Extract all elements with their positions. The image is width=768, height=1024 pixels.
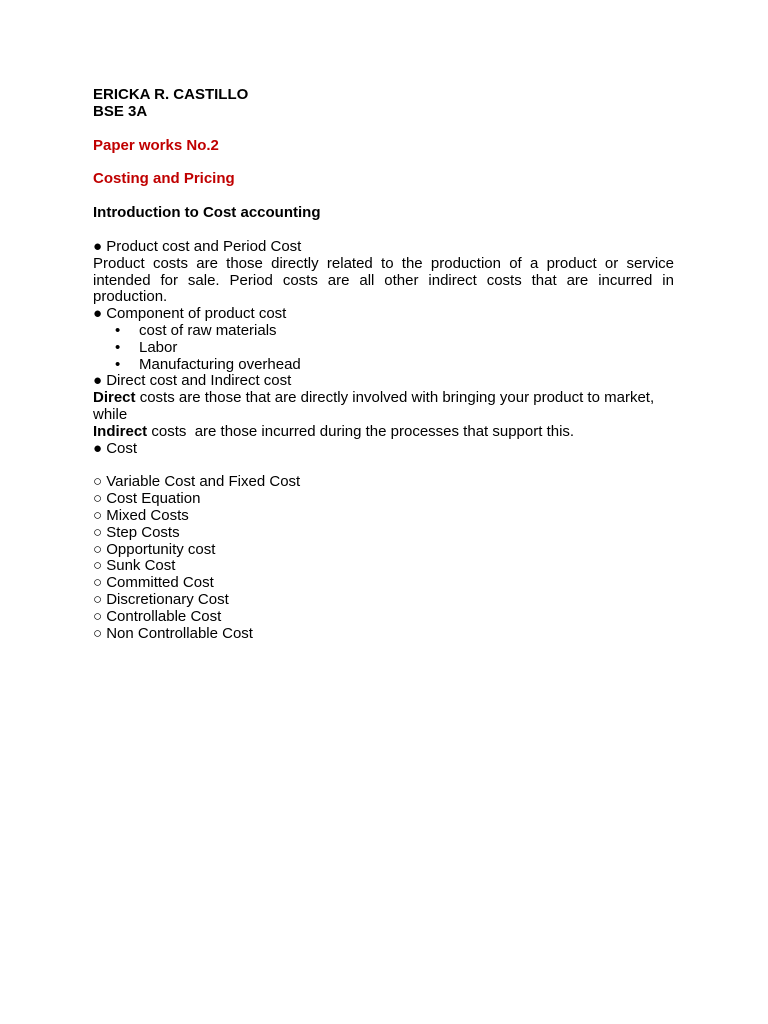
topic-title: Costing and Pricing <box>93 170 235 188</box>
cost-type-item: ○ Committed Cost <box>93 574 214 592</box>
cost-type-item: ○ Step Costs <box>93 523 180 541</box>
paper-title: Paper works No.2 <box>93 136 219 154</box>
component-list <box>93 323 674 373</box>
direct-paragraph <box>93 390 674 424</box>
direct-text: costs are those that are directly involved with bringing your product to market, while <box>93 389 655 423</box>
direct-indirect-heading: ● Direct cost and Indirect cost <box>93 372 292 390</box>
cost-type-item: ○ Mixed Costs <box>93 506 189 524</box>
component-item-label: Labor <box>139 338 178 356</box>
cost-heading: ● Cost <box>93 439 138 457</box>
product-period-paragraph: Product costs are those directly related to the production of a product or service intended for sale. Period costs are all other indirect costs that are incurred in production. <box>93 254 674 306</box>
cost-type-list <box>93 474 674 642</box>
bullet-icon: • <box>115 321 121 339</box>
cost-type-item: ○ Variable Cost and Fixed Cost <box>93 473 301 491</box>
component-item <box>93 323 674 340</box>
author-section: BSE 3A <box>93 102 148 120</box>
cost-type-item: ○ Sunk Cost <box>93 557 176 575</box>
bullet-icon: • <box>115 355 121 373</box>
direct-label: Direct <box>93 389 136 407</box>
intro-heading: Introduction to Cost accounting <box>93 204 321 222</box>
indirect-paragraph <box>93 424 674 441</box>
product-period-heading: ● Product cost and Period Cost <box>93 237 302 255</box>
bullet-icon: • <box>115 338 121 356</box>
component-heading: ● Component of product cost <box>93 305 287 323</box>
indirect-text: costs are those incurred during the processes that support this. <box>147 422 575 440</box>
component-item-label: cost of raw materials <box>139 321 277 339</box>
component-item <box>93 340 674 357</box>
component-item-label: Manufacturing overhead <box>139 355 301 373</box>
cost-type-item: ○ Cost Equation <box>93 490 201 508</box>
document-page <box>93 87 674 642</box>
cost-type-item: ○ Opportunity cost <box>93 540 216 558</box>
cost-type-item: ○ Non Controllable Cost <box>93 624 253 642</box>
author-name: ERICKA R. CASTILLO <box>93 86 249 103</box>
cost-type-item: ○ Controllable Cost <box>93 607 222 625</box>
component-item <box>93 357 674 374</box>
cost-type-item: ○ Discretionary Cost <box>93 590 229 608</box>
indirect-label: Indirect <box>93 422 148 440</box>
